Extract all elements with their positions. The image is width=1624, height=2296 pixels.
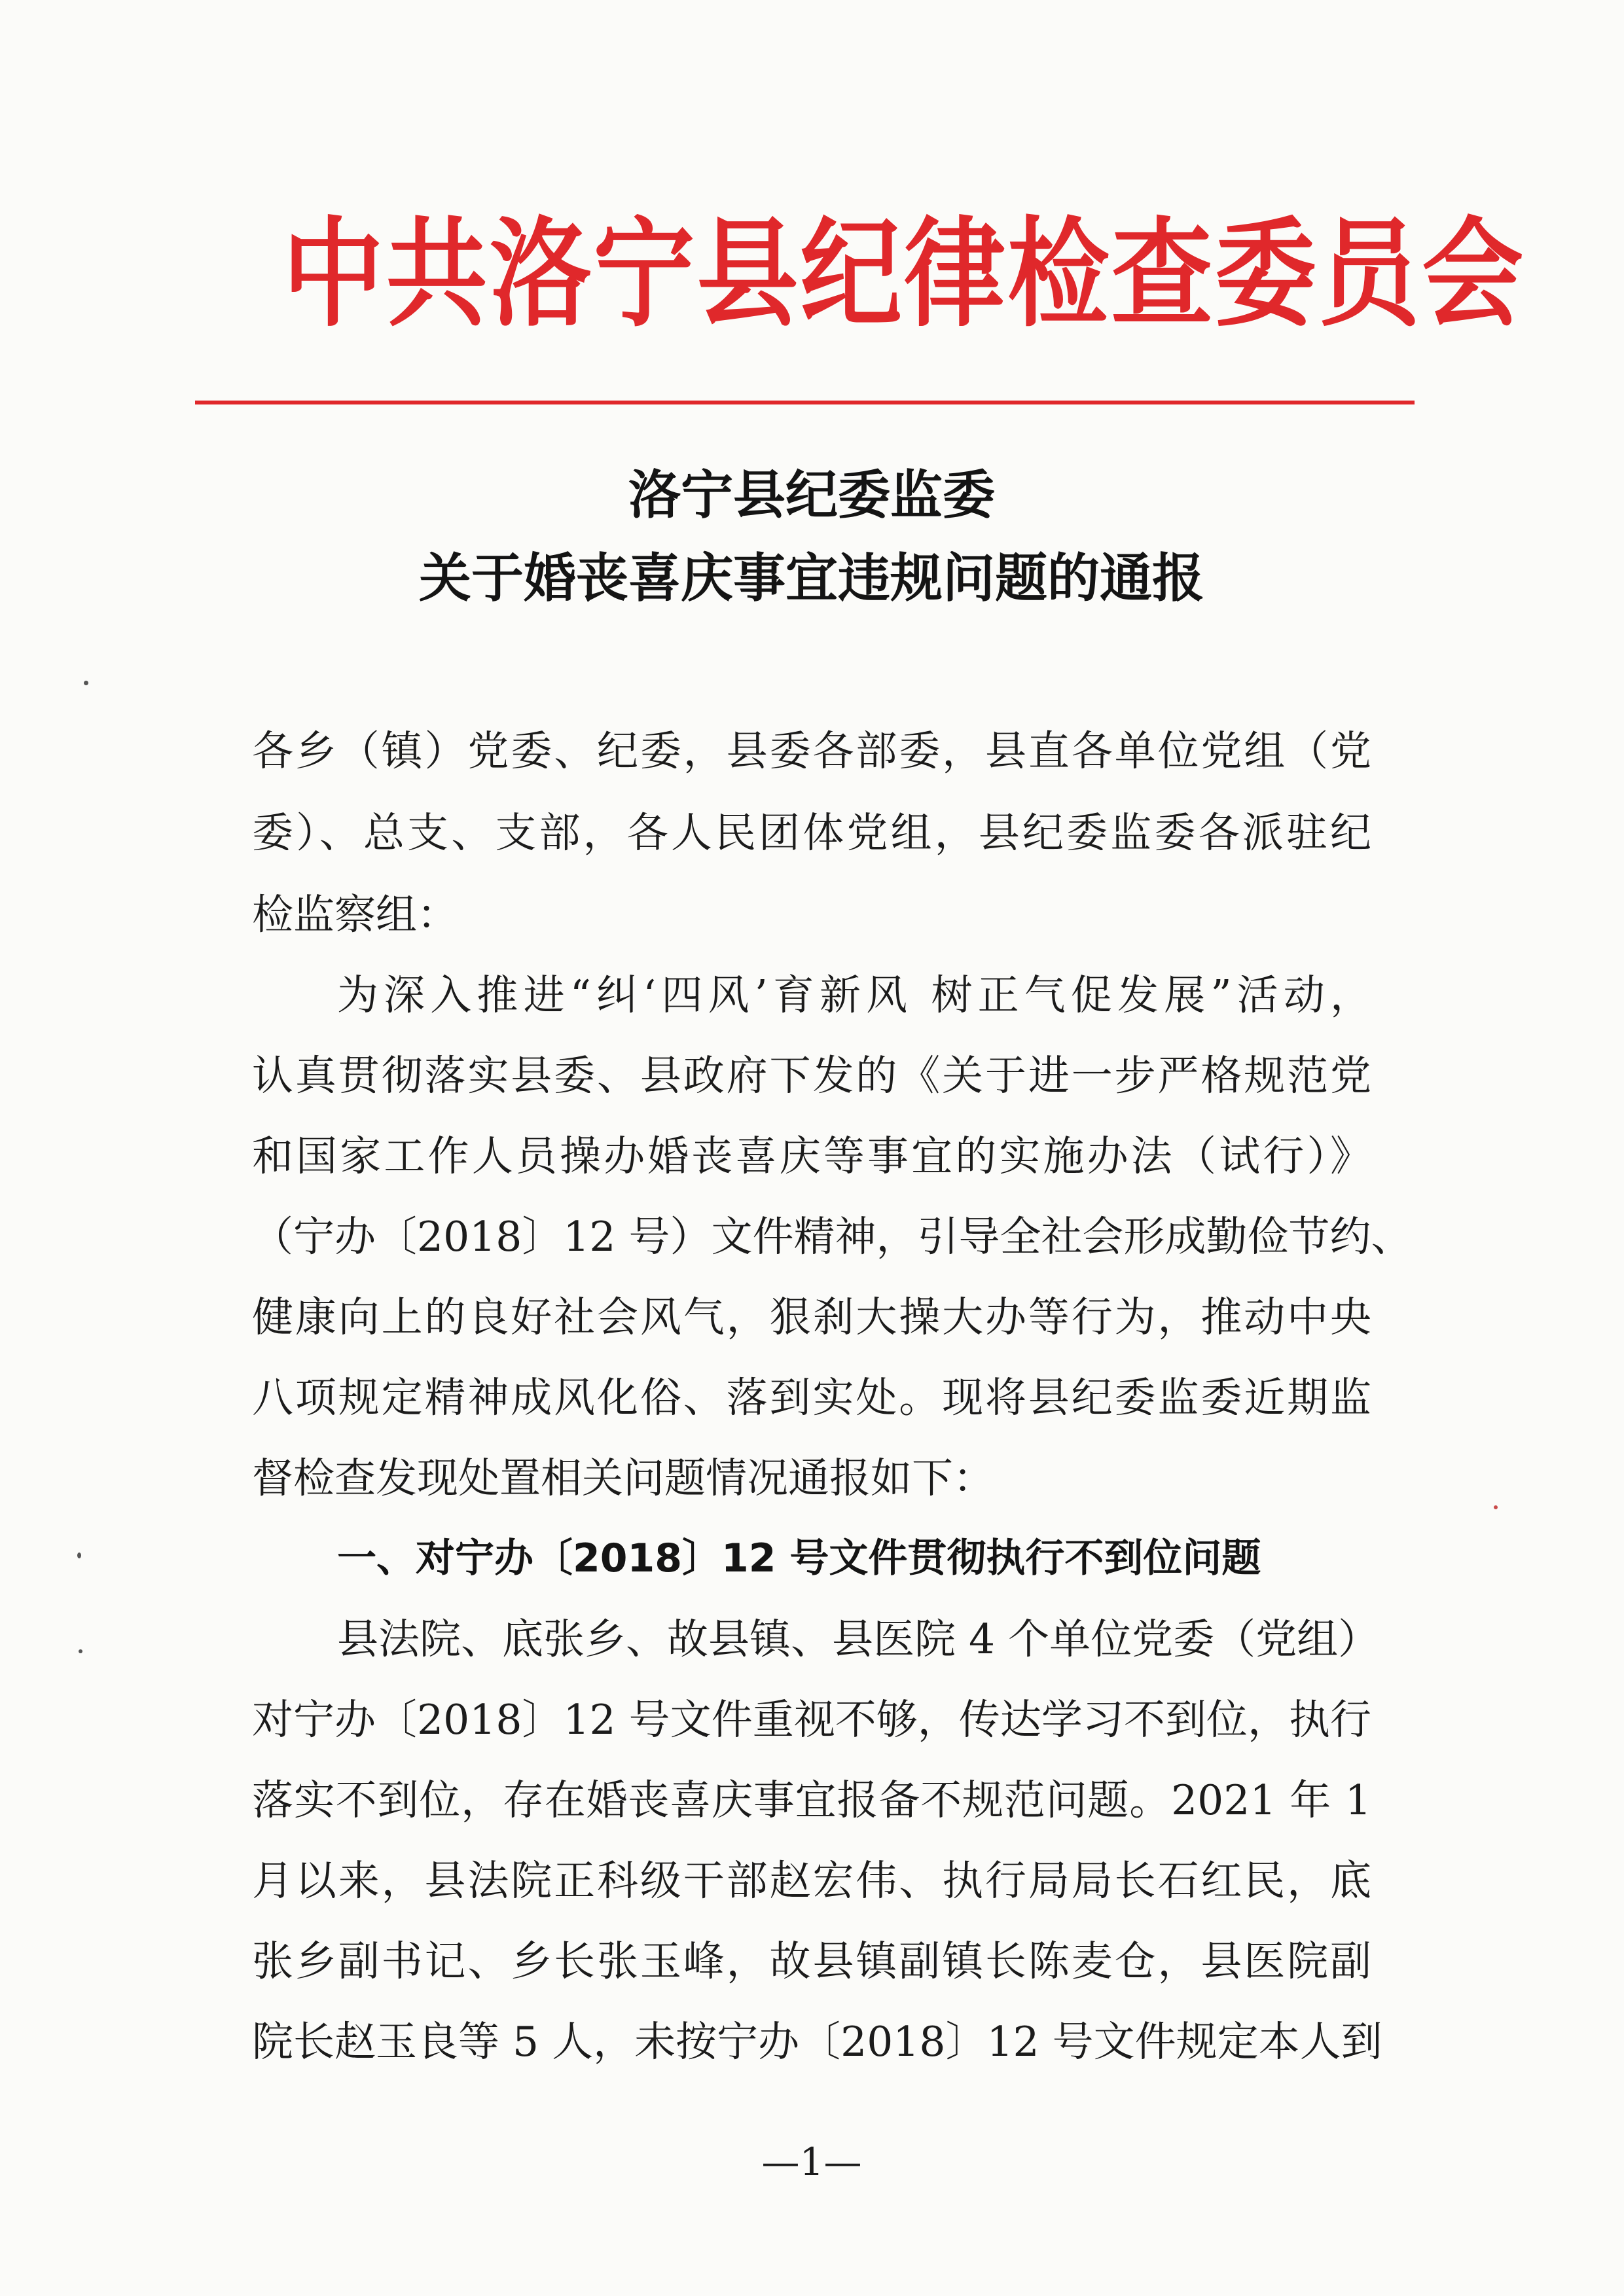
body-line: 院长赵玉良等 5 人，未按宁办〔2018〕12 号文件规定本人到: [252, 2018, 1382, 2066]
scan-speck: [79, 1649, 82, 1653]
body-line: 八项规定精神成风化俗、落到实处。现将县纪委监委近期监: [252, 1374, 1371, 1422]
scan-speck: [84, 681, 88, 685]
body-line: 张乡副书记、乡长张玉峰，故县镇副镇长陈麦仓，县医院副: [252, 1937, 1371, 1985]
body-line: 月以来，县法院正科级干部赵宏伟、执行局局长石红民，底: [252, 1857, 1371, 1905]
document-title-line-2: 关于婚丧喜庆事宜违规问题的通报: [419, 547, 1204, 609]
body-line: 督检查发现处置相关问题情况通报如下：: [252, 1454, 994, 1502]
scan-speck: [77, 1552, 81, 1558]
red-divider-line: [195, 401, 1415, 404]
body-line: 检监察组：: [252, 891, 458, 939]
body-line: 认真贯彻落实县委、县政府下发的《关于进一步严格规范党: [252, 1052, 1371, 1100]
body-line: 和国家工作人员操办婚丧喜庆等事宜的实施办法（试行）》: [252, 1132, 1371, 1180]
scan-speck: [1494, 1505, 1498, 1509]
body-line: 委）、总支、支部，各人民团体党组，县纪委监委各派驻纪: [252, 809, 1371, 857]
page-number: —1—: [761, 2140, 862, 2184]
document-title-line-1: 洛宁县纪委监委: [628, 464, 995, 526]
section-heading: 一、对宁办〔2018〕12 号文件贯彻执行不到位问题: [337, 1535, 1261, 1581]
body-line: 健康向上的良好社会风气，狠刹大操大办等行为，推动中央: [252, 1293, 1371, 1341]
body-line: 对宁办〔2018〕12 号文件重视不够，传达学习不到位，执行: [252, 1696, 1371, 1744]
issuing-organization-header: 中共洛宁县纪律检查委员会: [282, 206, 1526, 343]
body-line: 为深入推进“纠‘四风’育新风 树正气促发展”活动，: [337, 971, 1371, 1019]
body-line: 落实不到位，存在婚丧喜庆事宜报备不规范问题。2021 年 1: [252, 1776, 1371, 1824]
body-line: 各乡（镇）党委、纪委，县委各部委，县直各单位党组（党: [252, 727, 1371, 775]
body-line: （宁办〔2018〕12 号）文件精神，引导全社会形成勤俭节约、: [252, 1213, 1413, 1261]
body-line: 县法院、底张乡、故县镇、县医院 4 个单位党委（党组）: [337, 1615, 1380, 1663]
